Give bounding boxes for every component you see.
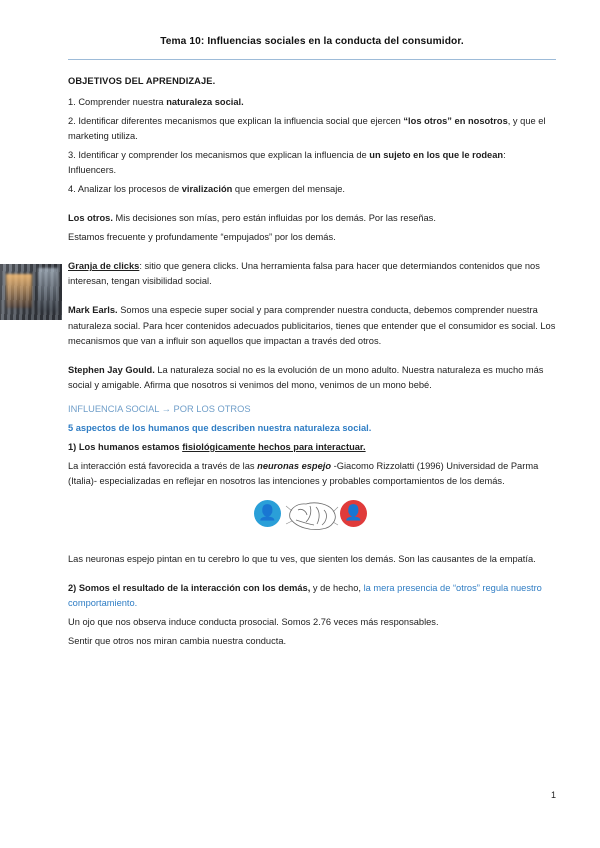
granja-label: Granja de clicks bbox=[68, 261, 140, 272]
person-red-icon bbox=[340, 500, 367, 527]
mirror-neuron-figure bbox=[68, 498, 556, 538]
gould-label: Stephen Jay Gould. bbox=[68, 364, 155, 375]
photo-highlight bbox=[6, 274, 32, 308]
objective-text: 2. Identificar diferentes mecanismos que explican la influencia social que ejercen bbox=[68, 116, 404, 127]
paragraph-ojo-observa: Un ojo que nos observa induce conducta prosocial. Somos 2.76 veces más responsables. bbox=[68, 617, 439, 628]
punto2-highlight: la mera presencia de “otros” regula nuestro comportamiento. bbox=[68, 582, 542, 609]
granja-text: : sitio que genera clicks. Una herramienta falsa para hacer que determiandos contenidos que nos interesan, tengan visibilidad social. bbox=[68, 261, 540, 287]
paragraph-mark-earls bbox=[68, 303, 556, 348]
photo-highlight-secondary bbox=[38, 268, 58, 312]
heading-influencia-social: INFLUENCIA SOCIAL → POR LOS OTROS bbox=[68, 403, 251, 414]
objective-tail: que emergen del mensaje. bbox=[232, 184, 346, 195]
paragraph-los-otros bbox=[68, 211, 556, 226]
objective-bold: un sujeto en los que le rodean bbox=[369, 150, 504, 161]
page-number: 1 bbox=[550, 790, 556, 800]
heading-cinco-aspectos: 5 aspectos de los humanos que describen nuestra naturaleza social. bbox=[68, 422, 372, 433]
objective-tail: , y que el marketing utiliza. bbox=[68, 116, 546, 142]
objective-bold: viralización bbox=[181, 184, 233, 195]
paragraph-stephen-jay-gould bbox=[68, 363, 556, 393]
title-divider bbox=[68, 59, 556, 60]
punto1-pre: La interacción está favorecida a través de las bbox=[68, 460, 258, 471]
objective-item bbox=[68, 148, 556, 178]
objective-tail: : Influencers. bbox=[68, 150, 506, 176]
paragraph-neuronas-espejo-def bbox=[68, 459, 556, 489]
mark-earls-label: Mark Earls. bbox=[68, 305, 118, 316]
objectives-heading: OBJETIVOS DEL APRENDIZAJE. bbox=[68, 76, 216, 86]
decorative-photo bbox=[0, 264, 62, 320]
person-glyph: 👤 bbox=[258, 503, 277, 522]
objective-text: 3. Identificar y comprender los mecanismos que explican la influencia de bbox=[68, 150, 370, 161]
objective-bold: “los otros” en nosotros bbox=[403, 116, 508, 127]
objective-item bbox=[68, 114, 556, 144]
objective-text: 1. Comprender nuestra bbox=[68, 97, 167, 107]
heading-punto-2 bbox=[68, 581, 556, 611]
punto2-mid: y de hecho, bbox=[310, 582, 364, 593]
punto2-title: 2) Somos el resultado de la interacción con los demás, bbox=[68, 582, 311, 593]
heading-punto-1 bbox=[68, 440, 556, 455]
paragraph-neuronas-espejo-empatia: Las neuronas espejo pintan en tu cerebro lo que tu ves, que sienten los demás. Son las causantes de la empatía. bbox=[68, 553, 536, 564]
objective-item bbox=[68, 95, 556, 110]
objective-bold: naturaleza social. bbox=[166, 97, 244, 107]
gould-text: La naturaleza social no es la evolución de un mono adulto. Nuestra naturaleza es mucho más social y amigable. Afirma que nosotros si venimos del mono, venimos de un mono bebé. bbox=[68, 364, 544, 390]
punto1-number: 1) Los humanos estamos bbox=[68, 441, 183, 452]
paragraph-sentir-miran: Sentir que otros nos miran cambia nuestra conducta. bbox=[68, 636, 287, 647]
person-glyph: 👤 bbox=[344, 503, 363, 522]
paragraph-granja-clicks bbox=[68, 259, 556, 289]
brain-sketch-icon bbox=[284, 498, 342, 534]
page-title: Tema 10: Influencias sociales en la conducta del consumidor. bbox=[160, 36, 464, 47]
punto1-post: -Giacomo Rizzolatti (1996) Universidad de Parma (Italia)- especializadas en reflejar en nosotros las intenciones y probables comportamientos de los demás. bbox=[68, 460, 539, 486]
punto1-title: fisiológicamente hechos para interactuar. bbox=[182, 441, 366, 452]
los-otros-text: Mis decisiones son mías, pero están influidas por los demás. Por las reseñas. bbox=[112, 213, 436, 224]
objective-item bbox=[68, 182, 556, 197]
mark-earls-text: Somos una especie super social y para comprender nuestra conducta, debemos comprender nuestra naturaleza social. Para hcer contenidos adecuados publicitarios, tienes que entender que el consumidor es social. Los mecanismos que van a influir son aquellos que impactan a través ded otros. bbox=[68, 305, 556, 346]
person-blue-icon bbox=[254, 500, 281, 527]
neuronas-espejo-term: neuronas espejo bbox=[257, 460, 332, 471]
objective-text: 4. Analizar los procesos de bbox=[68, 184, 182, 195]
paragraph-empujados: Estamos frecuente y profundamente “empujados” por los demás. bbox=[68, 232, 336, 243]
los-otros-label: Los otros. bbox=[68, 213, 113, 224]
